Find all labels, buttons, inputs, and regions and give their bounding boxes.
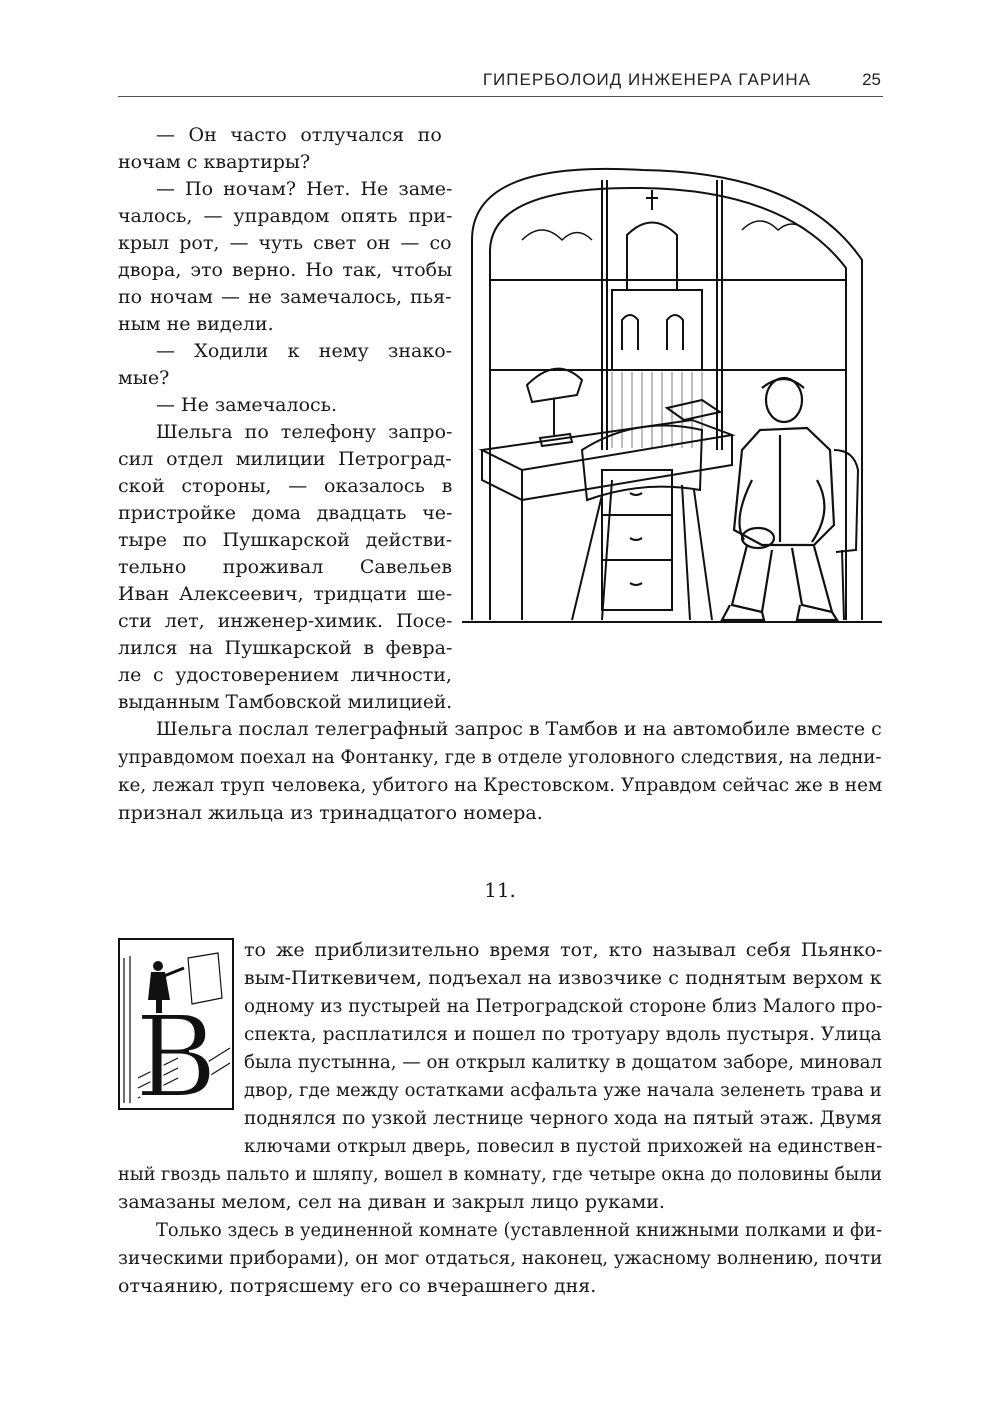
text-line: выданным Тамбовской милицией. [118,691,453,713]
text-line: ключами открыл дверь, повесил в пустой прихожей на единствен- [244,1135,883,1157]
text-line: Шельга послал телеграфный запрос в Тамбов и на автомобиле вместе с [156,718,882,740]
text-line: ный гвоздь пальто и шляпу, вошел в комнату, где четыре окна до половины были [118,1163,882,1185]
text-line: ской стороны, — оказалось в [118,475,453,497]
chapter-number: 11. [484,878,516,902]
text-line: ле с удостоверением личности, [118,664,452,686]
text-line: замазаны мелом, сел на диван и закрыл лицо руками. [118,1191,665,1213]
drop-cap-letter: В [134,993,218,1110]
text-line: тельно проживал Савельев [118,556,453,578]
desk-lamp [527,369,582,402]
text-line: ным не видели. [118,313,274,335]
text-line: тыре по Пушкарской действи- [118,529,453,551]
text-line: — Ходили к нему знако- [156,340,453,362]
running-header [118,66,883,97]
text-line: мые? [118,367,170,389]
text-line: — Он часто отлучался по [156,124,442,146]
text-line: сил отдел милиции Петроград- [118,448,452,470]
text-line: вым-Питкевичем, подъехал на извозчике с поднятым верхом к [244,967,882,989]
text-line: лился на Пушкарской в февра- [118,637,453,659]
text-line: Иван Алексеевич, тридцати ше- [118,583,453,605]
page-number: 25 [862,70,881,89]
text-line: пристройке дома двадцать че- [118,502,453,524]
text-line: признал жильца из тринадцатого номера. [118,802,543,824]
text-line: поднялся по узкой лестнице черного хода на пятый этаж. Двумя [244,1107,883,1129]
illustration-office-window [462,150,882,650]
drop-cap-illustration [118,938,234,1110]
text-line: Только здесь в уединенной комнате (уставленной книжными полками и фи- [156,1219,883,1241]
text-line: сти лет, инженер-химик. Посе- [118,610,453,632]
text-line: управдомом поехал на Фонтанку, где в отделе уголовного следствия, на ледни- [118,746,882,768]
text-line: Шельга по телефону запро- [156,421,453,443]
seated-man [722,378,837,620]
text-line: ночам с квартиры? [118,151,311,173]
text-line: ке, лежал труп человека, убитого на Крестовском. Управдом сейчас же в нем [118,774,883,796]
text-line: — По ночам? Нет. Не заме- [156,178,453,200]
text-line: по ночам — не замечалось, пья- [118,286,452,308]
text-line: отчаянию, потрясшему его со вчерашнего дня. [118,1275,597,1297]
text-line: зическими приборами), он мог отдаться, наконец, ужасному волнению, почти [118,1247,883,1269]
text-line: чалось, — управдом опять при- [118,205,453,227]
text-line: — Не замечалось. [156,394,338,416]
running-header-title: ГИПЕРБОЛОИД ИНЖЕНЕРА ГАРИНА [482,70,811,89]
text-line: двора, это верно. Но так, чтобы [118,259,453,281]
text-line: двор, где между остатками асфальта уже начала зеленеть трава и [244,1079,882,1101]
text-line: одному из пустырей на Петроградской стороне близ Малого про- [244,995,883,1017]
text-line: то же приблизительно время тот, кто называл себя Пьянко- [244,939,883,961]
text-line: крыл рот, — чуть свет он — со [118,232,452,254]
text-line: была пустынна, — он открыл калитку в дощатом заборе, миновал [244,1051,883,1073]
text-line: спекта, расплатился и пошел по тротуару вдоль пустыря. Улица [244,1023,882,1045]
